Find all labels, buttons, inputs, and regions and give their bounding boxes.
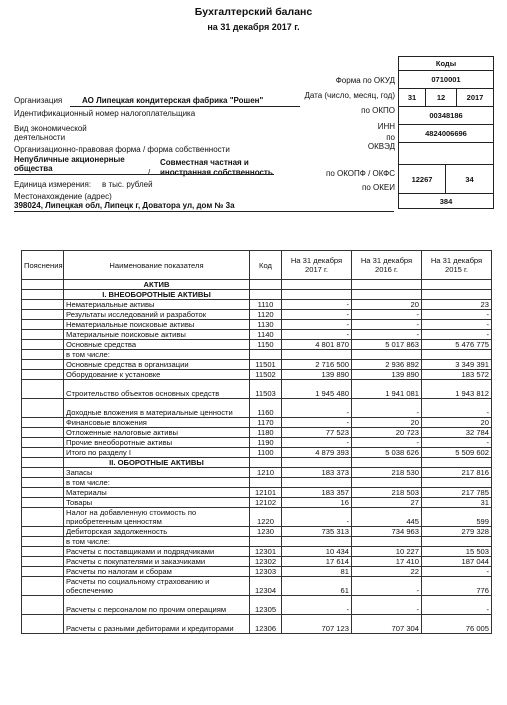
value-2016: 20 723: [352, 428, 422, 438]
value-2017: [282, 280, 352, 290]
value-2015: -: [422, 310, 492, 320]
value-2015: [422, 350, 492, 360]
table-row: [22, 498, 492, 508]
table-row: [22, 310, 492, 320]
table-row: [22, 537, 492, 547]
table-row: [22, 340, 492, 350]
notes-cell: [22, 380, 64, 399]
indicator-name: Прочие внеоборотные активы: [64, 438, 250, 448]
value-2016: [352, 350, 422, 360]
table-row: [22, 567, 492, 577]
line-code: 11501: [250, 360, 282, 370]
value-2017: 183 373: [282, 468, 352, 478]
notes-cell: [22, 537, 64, 547]
table-row: [22, 360, 492, 370]
value-2017: -: [282, 310, 352, 320]
indicator-name: Основные средства в организации: [64, 360, 250, 370]
value-2015: 217 785: [422, 488, 492, 498]
indicator-name: Нематериальные поисковые активы: [64, 320, 250, 330]
table-row: [22, 448, 492, 458]
value-2016: -: [352, 577, 422, 596]
table-row: [22, 399, 492, 418]
activity-label-1: Вид экономической: [14, 124, 87, 133]
notes-cell: [22, 360, 64, 370]
notes-cell: [22, 280, 64, 290]
date-day: 31: [399, 89, 426, 106]
value-2017: [282, 350, 352, 360]
value-2017: -: [282, 418, 352, 428]
value-2017: 16: [282, 498, 352, 508]
table-row: [22, 488, 492, 498]
value-2015: 599: [422, 508, 492, 527]
value-2015: -: [422, 567, 492, 577]
value-2017: [282, 537, 352, 547]
table-row: [22, 577, 492, 596]
okfs-code: 34: [465, 174, 474, 184]
col-header-code: Код: [250, 251, 282, 280]
notes-cell: [22, 448, 64, 458]
table-row: [22, 370, 492, 380]
value-2015: -: [422, 399, 492, 418]
value-2015: -: [422, 438, 492, 448]
line-code: 12301: [250, 547, 282, 557]
value-2017: 81: [282, 567, 352, 577]
inn-code: 4824006696: [425, 129, 467, 138]
line-code: 1210: [250, 468, 282, 478]
unit-value: в тыс. рублей: [102, 180, 153, 189]
activity-label-2: деятельности: [14, 133, 66, 142]
table-row: [22, 428, 492, 438]
notes-cell: [22, 527, 64, 537]
notes-cell: [22, 596, 64, 615]
value-2016: -: [352, 596, 422, 615]
okved-label-2: ОКВЭД: [367, 142, 395, 151]
value-2015: 187 044: [422, 557, 492, 567]
value-2015: 15 503: [422, 547, 492, 557]
line-code: 12101: [250, 488, 282, 498]
value-2017: [282, 478, 352, 488]
line-code: 1180: [250, 428, 282, 438]
date-label: Дата (число, месяц, год): [304, 91, 395, 100]
value-2016: [352, 458, 422, 468]
table-row: [22, 320, 492, 330]
value-2016: 5 017 863: [352, 340, 422, 350]
value-2015: [422, 478, 492, 488]
value-2016: -: [352, 330, 422, 340]
balance-table: [21, 250, 492, 634]
value-2016: -: [352, 399, 422, 418]
line-code: [250, 350, 282, 360]
value-2016: 20: [352, 418, 422, 428]
address: 398024, Липецкая обл, Липецк г, Доватора ул, дом № 3а: [14, 201, 235, 210]
indicator-name: АКТИВ: [64, 280, 250, 290]
notes-cell: [22, 428, 64, 438]
value-2017: -: [282, 438, 352, 448]
value-2017: [282, 290, 352, 300]
indicator-name: Результаты исследований и разработок: [64, 310, 250, 320]
line-code: 12305: [250, 596, 282, 615]
notes-cell: [22, 370, 64, 380]
line-code: 1220: [250, 508, 282, 527]
okved-label-1: по: [386, 133, 395, 142]
notes-cell: [22, 508, 64, 527]
value-2017: 4 801 870: [282, 340, 352, 350]
value-2017: 17 614: [282, 557, 352, 567]
value-2016: 20: [352, 300, 422, 310]
table-row: [22, 350, 492, 360]
indicator-name: Основные средства: [64, 340, 250, 350]
value-2017: -: [282, 320, 352, 330]
okud-label: Форма по ОКУД: [335, 76, 395, 85]
table-row: [22, 615, 492, 634]
table-row: [22, 290, 492, 300]
value-2015: [422, 290, 492, 300]
notes-cell: [22, 399, 64, 418]
notes-cell: [22, 290, 64, 300]
indicator-name: Дебиторская задолженность: [64, 527, 250, 537]
notes-cell: [22, 498, 64, 508]
value-2017: -: [282, 330, 352, 340]
value-2016: 707 304: [352, 615, 422, 634]
indicator-name: в том числе:: [64, 478, 250, 488]
value-2017: 1 945 480: [282, 380, 352, 399]
notes-cell: [22, 458, 64, 468]
value-2017: 61: [282, 577, 352, 596]
indicator-name: Итого по разделу I: [64, 448, 250, 458]
value-2015: 31: [422, 498, 492, 508]
report-date: на 31 декабря 2017 г.: [207, 22, 300, 32]
line-code: 12304: [250, 577, 282, 596]
value-2017: 4 879 393: [282, 448, 352, 458]
value-2015: 32 784: [422, 428, 492, 438]
line-code: 1110: [250, 300, 282, 310]
table-row: [22, 557, 492, 567]
line-code: 12102: [250, 498, 282, 508]
value-2017: -: [282, 596, 352, 615]
value-2016: 10 227: [352, 547, 422, 557]
value-2015: 20: [422, 418, 492, 428]
value-2016: 17 410: [352, 557, 422, 567]
okud-code: 0710001: [431, 75, 461, 84]
okpo-code: 00348186: [429, 111, 463, 120]
table-row: [22, 527, 492, 537]
ownership-separator: /: [148, 168, 151, 177]
indicator-name: Расчеты по социальному страхованию и обеспечению: [64, 577, 250, 596]
notes-cell: [22, 438, 64, 448]
line-code: [250, 537, 282, 547]
value-2016: 5 038 626: [352, 448, 422, 458]
line-code: 1190: [250, 438, 282, 448]
value-2016: 1 941 081: [352, 380, 422, 399]
ownership-2: иностранная собственность: [160, 168, 273, 177]
line-code: 1150: [250, 340, 282, 350]
value-2016: 445: [352, 508, 422, 527]
indicator-name: Расчеты с разными дебиторами и кредиторами: [64, 615, 250, 634]
date-year: 2017: [466, 93, 484, 102]
table-row: [22, 438, 492, 448]
table-row: [22, 280, 492, 290]
inn-label: ИНН: [377, 122, 395, 131]
org-label: Организация: [14, 96, 63, 105]
notes-cell: [22, 468, 64, 478]
address-label: Местонахождение (адрес): [14, 192, 112, 201]
notes-cell: [22, 577, 64, 596]
indicator-name: Расчеты по налогам и сборам: [64, 567, 250, 577]
table-row: [22, 596, 492, 615]
okpo-label: по ОКПО: [361, 106, 395, 115]
value-2015: 5 509 602: [422, 448, 492, 458]
notes-cell: [22, 567, 64, 577]
notes-cell: [22, 547, 64, 557]
legal-form-1: Непубличные акционерные: [14, 155, 125, 164]
value-2016: 139 890: [352, 370, 422, 380]
table-row: [22, 458, 492, 468]
table-row: [22, 300, 492, 310]
value-2017: 2 716 500: [282, 360, 352, 370]
line-code: 12302: [250, 557, 282, 567]
value-2017: 707 123: [282, 615, 352, 634]
indicator-name: I. ВНЕОБОРОТНЫЕ АКТИВЫ: [64, 290, 250, 300]
value-2015: 279 328: [422, 527, 492, 537]
table-row: [22, 468, 492, 478]
value-2016: -: [352, 438, 422, 448]
value-2015: -: [422, 330, 492, 340]
value-2016: 22: [352, 567, 422, 577]
notes-cell: [22, 320, 64, 330]
indicator-name: Материалы: [64, 488, 250, 498]
value-2017: -: [282, 399, 352, 418]
line-code: 1130: [250, 320, 282, 330]
value-2016: [352, 290, 422, 300]
indicator-name: Доходные вложения в материальные ценности: [64, 399, 250, 418]
indicator-name: Товары: [64, 498, 250, 508]
table-row: [22, 330, 492, 340]
value-2015: 776: [422, 577, 492, 596]
value-2016: 27: [352, 498, 422, 508]
indicator-name: Оборудование к установке: [64, 370, 250, 380]
notes-cell: [22, 615, 64, 634]
indicator-name: II. ОБОРОТНЫЕ АКТИВЫ: [64, 458, 250, 468]
value-2015: 183 572: [422, 370, 492, 380]
line-code: 12306: [250, 615, 282, 634]
line-code: [250, 290, 282, 300]
indicator-name: Нематериальные активы: [64, 300, 250, 310]
indicator-name: Расчеты с покупателями и заказчиками: [64, 557, 250, 567]
line-code: 1170: [250, 418, 282, 428]
col-header-indicator: Наименование показателя: [64, 251, 250, 280]
notes-cell: [22, 350, 64, 360]
indicator-name: Расчеты с поставщиками и подрядчиками: [64, 547, 250, 557]
page-title: Бухгалтерский баланс: [194, 6, 313, 18]
okopf-label: по ОКОПФ / ОКФС: [326, 169, 395, 178]
codes-header: Коды: [435, 59, 457, 68]
table-row: [22, 547, 492, 557]
notes-cell: [22, 330, 64, 340]
okei-label: по ОКЕИ: [362, 183, 395, 192]
value-2015: 23: [422, 300, 492, 310]
indicator-name: в том числе:: [64, 537, 250, 547]
indicator-name: Финансовые вложения: [64, 418, 250, 428]
table-body: [22, 280, 492, 634]
indicator-name: Отложенные налоговые активы: [64, 428, 250, 438]
indicator-name: Запасы: [64, 468, 250, 478]
notes-cell: [22, 488, 64, 498]
value-2015: 76 005: [422, 615, 492, 634]
indicator-name: Налог на добавленную стоимость по приобретенным ценностям: [64, 508, 250, 527]
value-2015: 5 476 775: [422, 340, 492, 350]
value-2017: -: [282, 508, 352, 527]
value-2016: -: [352, 310, 422, 320]
line-code: 1100: [250, 448, 282, 458]
value-2016: [352, 537, 422, 547]
codes-box: [398, 56, 494, 209]
value-2015: -: [422, 320, 492, 330]
line-code: 1160: [250, 399, 282, 418]
indicator-name: Материальные поисковые активы: [64, 330, 250, 340]
indicator-name: Расчеты с персоналом по прочим операциям: [64, 596, 250, 615]
value-2016: [352, 280, 422, 290]
notes-cell: [22, 310, 64, 320]
value-2016: -: [352, 320, 422, 330]
value-2015: -: [422, 596, 492, 615]
line-code: [250, 458, 282, 468]
table-row: [22, 380, 492, 399]
line-code: [250, 280, 282, 290]
value-2016: 218 503: [352, 488, 422, 498]
col-header-notes: Пояснения: [22, 251, 64, 280]
org-name: АО Липецкая кондитерская фабрика "Рошен": [82, 96, 264, 105]
value-2017: 183 357: [282, 488, 352, 498]
legal-form-2: общества: [14, 164, 53, 173]
value-2017: [282, 458, 352, 468]
okei-code: 384: [439, 196, 453, 206]
value-2016: 218 530: [352, 468, 422, 478]
value-2016: [352, 478, 422, 488]
line-code: 11502: [250, 370, 282, 380]
table-header-row: [22, 251, 492, 280]
value-2015: 3 349 391: [422, 360, 492, 370]
value-2015: [422, 458, 492, 468]
okved-code: [399, 143, 493, 164]
notes-cell: [22, 300, 64, 310]
notes-cell: [22, 340, 64, 350]
table-row: [22, 418, 492, 428]
value-2017: 139 890: [282, 370, 352, 380]
value-2015: 1 943 812: [422, 380, 492, 399]
ownership-1: Совместная частная и: [160, 158, 249, 167]
col-header-2016: На 31 декабря 2016 г.: [352, 251, 422, 280]
line-code: 1230: [250, 527, 282, 537]
unit-label: Единица измерения:: [14, 180, 92, 189]
inn-id-label: Идентификационный номер налогоплательщика: [14, 109, 196, 118]
indicator-name: в том числе:: [64, 350, 250, 360]
value-2016: 2 936 892: [352, 360, 422, 370]
value-2017: 735 313: [282, 527, 352, 537]
date-month: 12: [426, 89, 457, 106]
notes-cell: [22, 557, 64, 567]
line-code: [250, 478, 282, 488]
line-code: 1120: [250, 310, 282, 320]
value-2017: 10 434: [282, 547, 352, 557]
notes-cell: [22, 478, 64, 488]
value-2017: 77 523: [282, 428, 352, 438]
line-code: 1140: [250, 330, 282, 340]
col-header-2015: На 31 декабря 2015 г.: [422, 251, 492, 280]
value-2015: [422, 537, 492, 547]
okopf-code: 12267: [399, 165, 446, 193]
indicator-name: Строительство объектов основных средств: [64, 380, 250, 399]
value-2017: -: [282, 300, 352, 310]
value-2015: 217 816: [422, 468, 492, 478]
table-row: [22, 478, 492, 488]
line-code: 11503: [250, 380, 282, 399]
value-2016: 734 963: [352, 527, 422, 537]
value-2015: [422, 280, 492, 290]
line-code: 12303: [250, 567, 282, 577]
table-row: [22, 508, 492, 527]
legal-form-label: Организационно-правовая форма / форма собственности: [14, 145, 230, 154]
col-header-2017: На 31 декабря 2017 г.: [282, 251, 352, 280]
notes-cell: [22, 418, 64, 428]
